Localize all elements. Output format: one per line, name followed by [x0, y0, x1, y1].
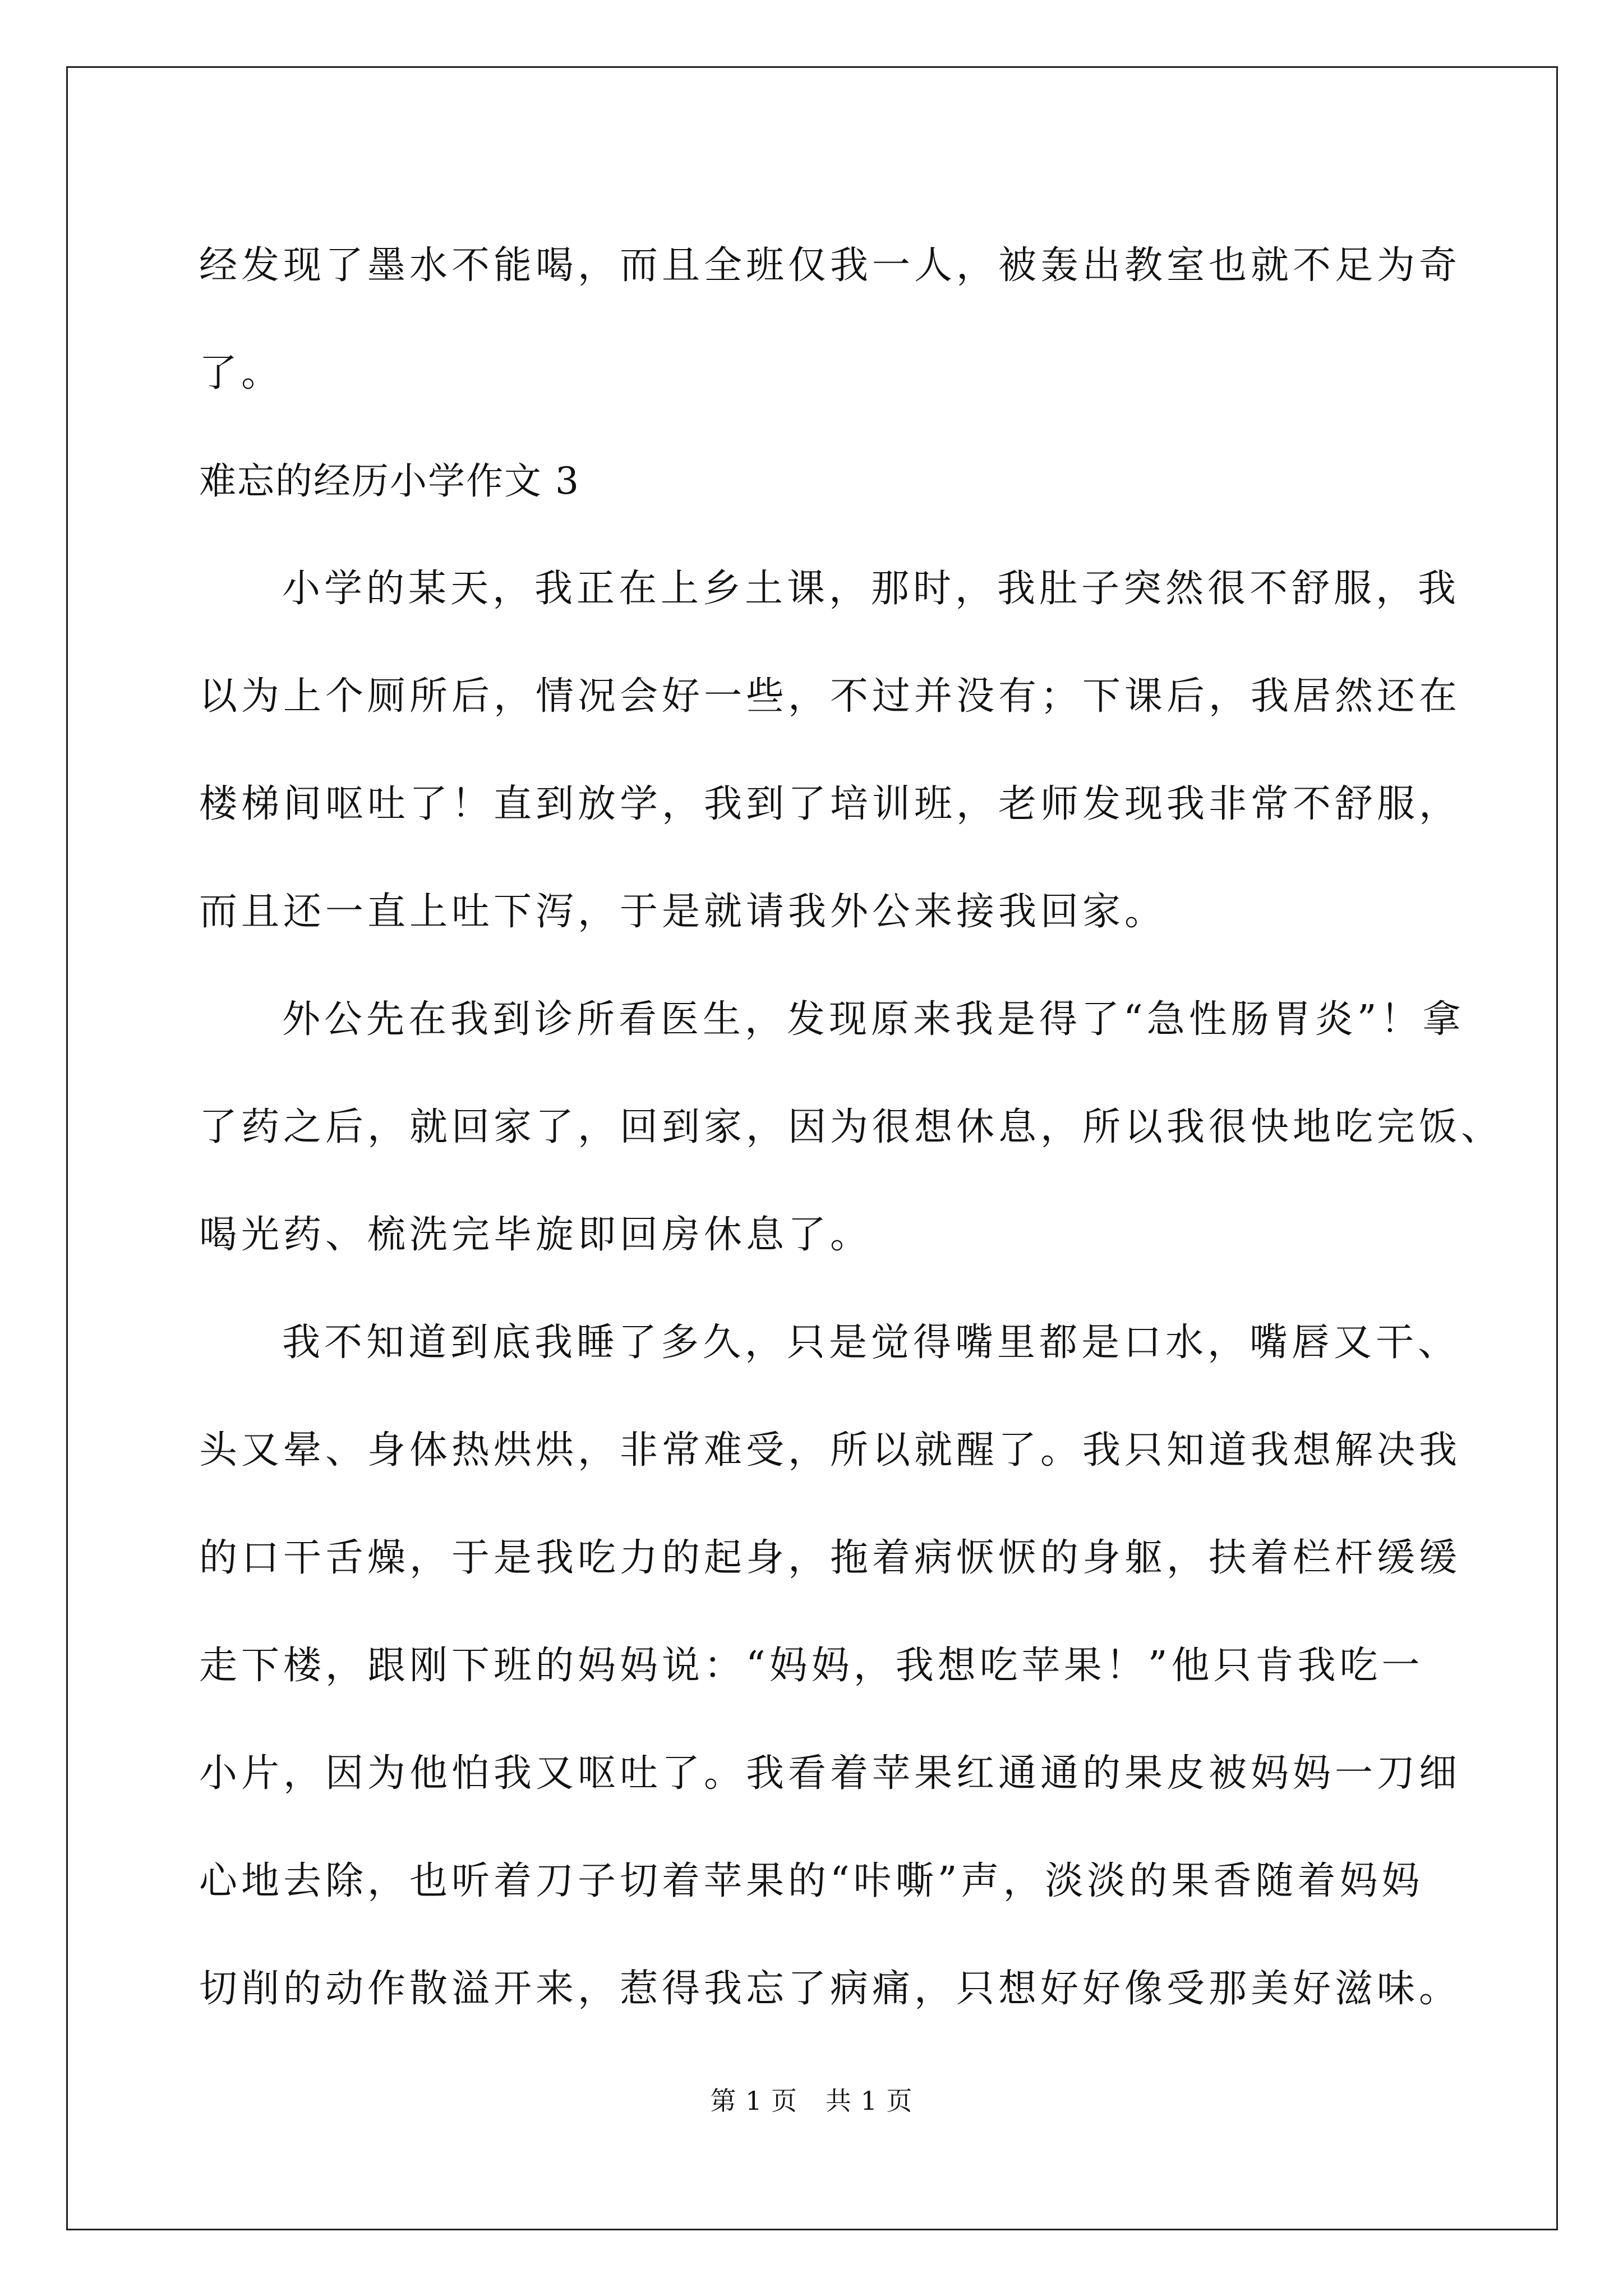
paragraph-first-line: 外公先在我到诊所看医生，发现原来我是得了“急性肠胃炎”！拿 — [282, 997, 1465, 1042]
body-line: 楼梯间呕吐了！直到放学，我到了培训班，老师发现我非常不舒服， — [199, 782, 1461, 826]
body-line: 而且还一直上吐下泻，于是就请我外公来接我回家。 — [199, 890, 1167, 934]
body-line: 以为上个厕所后，情况会好一些，不过并没有；下课后，我居然还在 — [199, 674, 1461, 719]
paragraph-first-line: 我不知道到底我睡了多久，只是觉得嘴里都是口水，嘴唇又干、 — [282, 1320, 1460, 1365]
body-line: 了。 — [199, 351, 284, 395]
body-line: 经发现了墨水不能喝，而且全班仅我一人，被轰出教室也就不足为奇 — [199, 243, 1461, 288]
body-line: 小片，因为他怕我又呕吐了。我看着苹果红通通的果皮被妈妈一刀细 — [199, 1751, 1461, 1796]
paragraph-first-line: 小学的某天，我正在上乡土课，那时，我肚子突然很不舒服，我 — [282, 567, 1460, 611]
page-number: 第 1 页 — [710, 2086, 797, 2116]
body-line: 了药之后，就回家了，回到家，因为很想休息，所以我很快地吃完饭、 — [199, 1105, 1504, 1149]
body-line: 头又晕、身体热烘烘，非常难受，所以就醒了。我只知道我想解决我 — [199, 1428, 1461, 1473]
body-line: 走下楼，跟刚下班的妈妈说：“妈妈，我想吃苹果！”他只肯我吃一 — [199, 1644, 1424, 1688]
body-line: 喝光药、梳洗完毕旋即回房休息了。 — [199, 1213, 873, 1257]
page-total: 共 1 页 — [826, 2086, 913, 2116]
document-body — [199, 212, 1504, 2043]
body-line: 心地去除，也听着刀子切着苹果的“咔嘶”声，淡淡的果香随着妈妈 — [199, 1859, 1424, 1903]
page-footer — [0, 2084, 1623, 2118]
body-line: 切削的动作散溢开来，惹得我忘了病痛，只想好好像受那美好滋味。 — [199, 1967, 1461, 2011]
section-heading: 难忘的经历小学作文 3 — [199, 459, 580, 503]
body-line: 的口干舌燥，于是我吃力的起身，拖着病恹恹的身躯，扶着栏杆缓缓 — [199, 1536, 1461, 1580]
